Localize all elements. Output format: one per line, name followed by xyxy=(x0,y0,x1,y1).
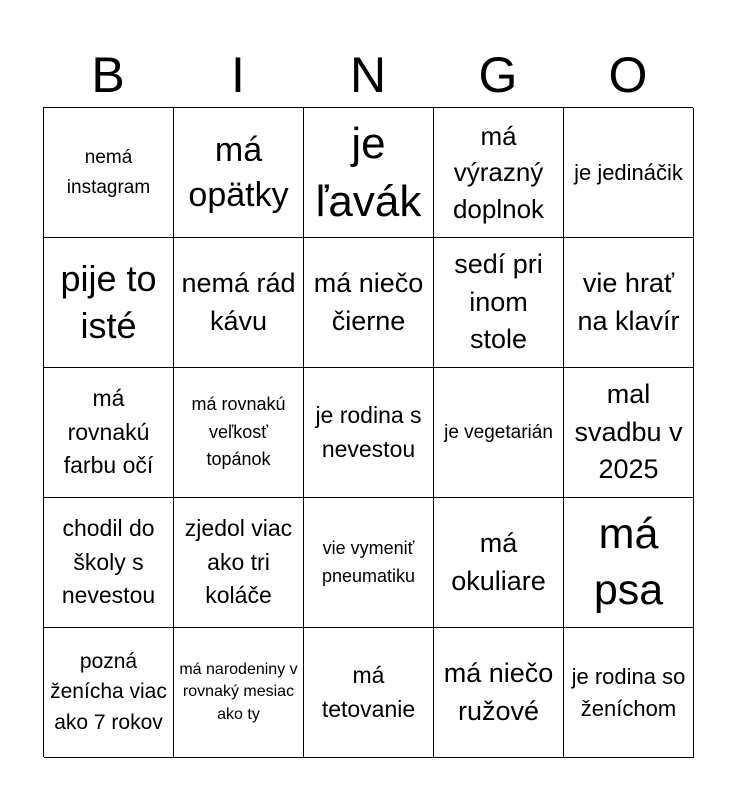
cell-text: je rodina s nevestou xyxy=(315,402,422,462)
header-letter-n: N xyxy=(349,47,387,103)
bingo-cell[interactable] xyxy=(564,108,694,238)
bingo-cell[interactable] xyxy=(434,108,564,238)
cell-text: má tetovanie xyxy=(321,662,416,722)
bingo-cell[interactable] xyxy=(434,238,564,368)
cell-text: je ľavák xyxy=(315,119,422,226)
header-letter-i: I xyxy=(231,47,245,103)
cell-text: má psa xyxy=(593,509,664,614)
header-letter-b: B xyxy=(91,47,125,103)
bingo-cell[interactable] xyxy=(44,238,174,368)
header-letter-g: G xyxy=(478,47,518,103)
cell-text: chodil do školy s nevestou xyxy=(61,515,156,609)
cell-text: má niečo čierne xyxy=(313,267,424,336)
cell-text: pije to isté xyxy=(60,257,157,346)
cell-text: má niečo ružové xyxy=(443,657,554,726)
bingo-header xyxy=(43,42,693,108)
cell-text: zjedol viac ako tri koláče xyxy=(184,515,293,609)
cell-text: mal svadbu v 2025 xyxy=(574,378,683,485)
bingo-grid xyxy=(43,107,693,757)
bingo-cell[interactable] xyxy=(174,108,304,238)
cell-text: je rodina so ženíchom xyxy=(571,663,686,721)
cell-text: pozná ženícha viac ako 7 rokov xyxy=(50,649,167,734)
header-letter-o: O xyxy=(608,47,648,103)
cell-text: nemá rád kávu xyxy=(181,267,296,336)
bingo-cell[interactable] xyxy=(174,498,304,628)
bingo-cell[interactable] xyxy=(174,628,304,758)
cell-text: nemá instagram xyxy=(66,147,151,198)
bingo-cell[interactable] xyxy=(174,238,304,368)
bingo-cell[interactable] xyxy=(44,108,174,238)
cell-text: je jedináčik xyxy=(574,159,683,185)
cell-text: vie vymeniť pneumatiku xyxy=(321,537,416,586)
bingo-cell[interactable] xyxy=(304,368,434,498)
cell-text: má rovnakú farbu očí xyxy=(63,385,154,479)
cell-text: má narodeniny v rovnaký mesiac ako ty xyxy=(179,660,298,723)
bingo-cell[interactable] xyxy=(304,108,434,238)
cell-text: je vegetarián xyxy=(444,421,553,443)
bingo-cell[interactable] xyxy=(304,498,434,628)
cell-text: má opätky xyxy=(188,131,289,214)
bingo-cell[interactable] xyxy=(434,628,564,758)
bingo-cell[interactable] xyxy=(44,368,174,498)
bingo-cell[interactable] xyxy=(564,368,694,498)
bingo-cell[interactable] xyxy=(564,628,694,758)
bingo-cell[interactable] xyxy=(564,238,694,368)
bingo-cell[interactable] xyxy=(434,498,564,628)
cell-text: sedí pri inom stole xyxy=(454,248,543,355)
bingo-cell[interactable] xyxy=(564,498,694,628)
bingo-cell[interactable] xyxy=(44,628,174,758)
cell-text: vie hrať na klavír xyxy=(577,267,680,336)
bingo-cell[interactable] xyxy=(434,368,564,498)
bingo-cell[interactable] xyxy=(304,238,434,368)
cell-text: má výrazný doplnok xyxy=(452,120,545,224)
cell-text: má okuliare xyxy=(451,527,546,596)
bingo-cell[interactable] xyxy=(44,498,174,628)
bingo-cell[interactable] xyxy=(304,628,434,758)
bingo-cell[interactable] xyxy=(174,368,304,498)
cell-text: má rovnakú veľkosť topánok xyxy=(191,393,286,470)
